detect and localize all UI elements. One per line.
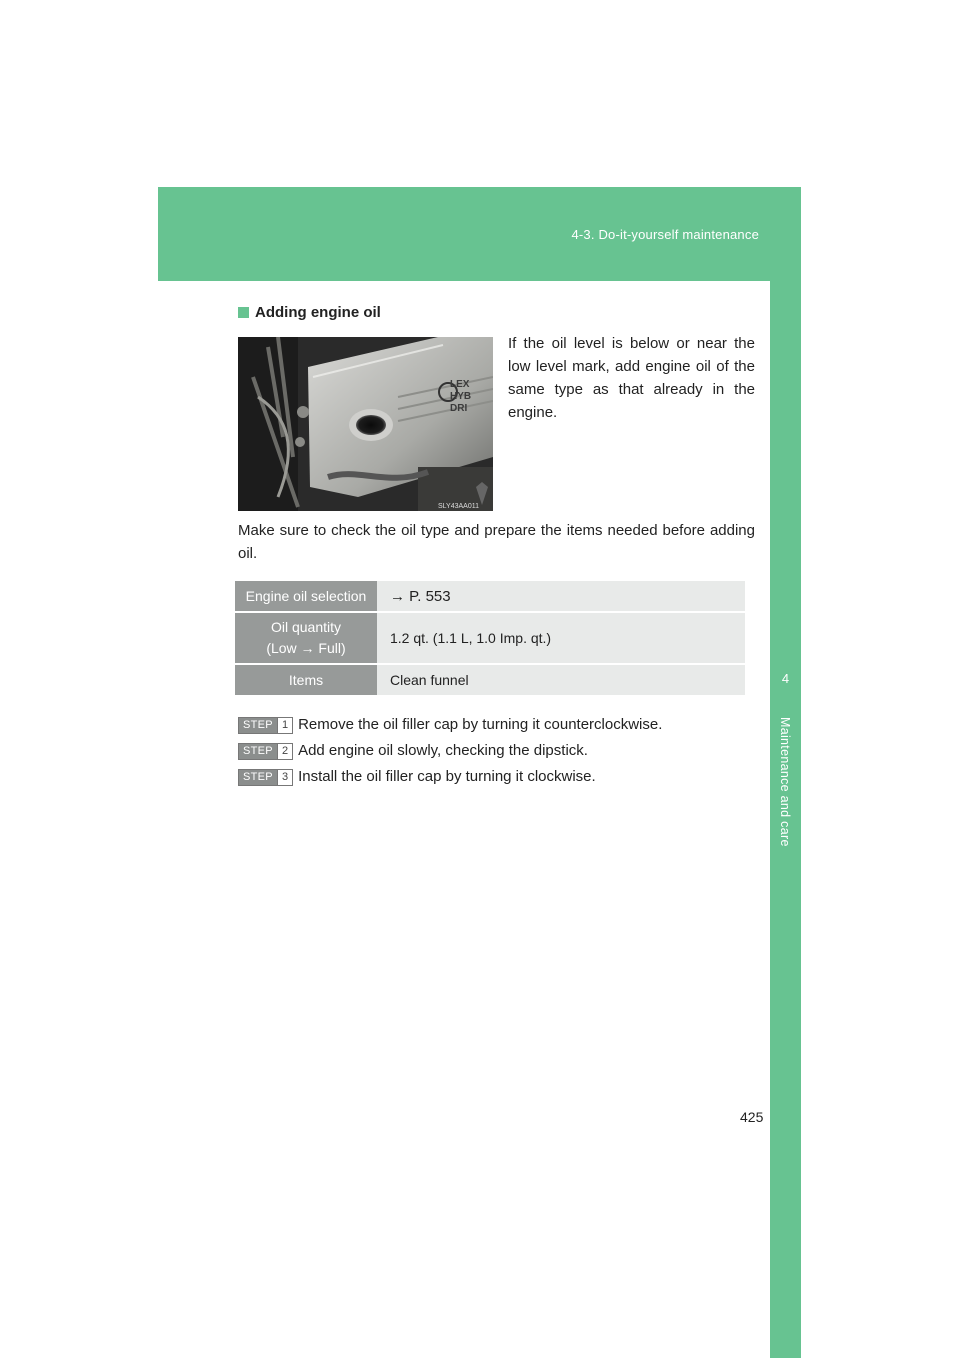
chapter-label: Maintenance and care <box>778 717 792 847</box>
table-label-oil-quantity-line1: Oil quantity <box>270 619 342 635</box>
header-band <box>158 187 801 281</box>
step-badge-word: STEP <box>239 770 277 785</box>
chapter-side-tab <box>770 281 801 1358</box>
table-label-oil-quantity <box>235 612 377 664</box>
square-bullet-icon <box>238 307 249 318</box>
step-badge <box>238 717 293 734</box>
step-text: Install the oil filler cap by turning it clockwise. <box>298 768 596 785</box>
step-badge-word: STEP <box>239 718 277 733</box>
intro-paragraph: If the oil level is below or near the low level mark, add engine oil of the same type as that already in the engine. <box>508 335 755 421</box>
table-value-items: Clean funnel <box>377 664 745 696</box>
table-label-oil-quantity-line2: (Low → Full) <box>266 640 346 656</box>
step-badge <box>238 743 293 760</box>
table-row <box>235 581 745 612</box>
engine-photo <box>238 337 493 511</box>
section-heading-text: Adding engine oil <box>255 304 381 321</box>
step-item <box>238 713 768 739</box>
table-label-items: Items <box>235 664 377 696</box>
table-row <box>235 664 745 696</box>
preparation-paragraph: Make sure to check the oil type and prepare the items needed before adding oil. <box>238 522 755 562</box>
section-heading <box>238 304 381 321</box>
step-list <box>238 713 768 791</box>
engine-cover-logo-line-2: HYB <box>450 391 472 402</box>
photo-code: SLY43AA011 <box>438 503 479 510</box>
step-badge-number: 2 <box>277 744 292 759</box>
spec-table <box>235 581 745 697</box>
step-item <box>238 739 768 765</box>
step-badge <box>238 769 293 786</box>
step-badge-word: STEP <box>239 744 277 759</box>
chapter-number: 4 <box>781 671 790 686</box>
step-item <box>238 765 768 791</box>
step-badge-number: 1 <box>277 718 292 733</box>
table-row <box>235 612 745 664</box>
engine-cover-logo-line-1: LEX <box>450 379 470 390</box>
engine-cover-logo-line-3: DRI <box>450 403 468 414</box>
step-text: Add engine oil slowly, checking the dipstick. <box>298 742 588 759</box>
table-label-oil-selection: Engine oil selection <box>235 581 377 612</box>
page-number: 425 <box>740 1109 764 1125</box>
table-value-oil-quantity: 1.2 qt. (1.1 L, 1.0 Imp. qt.) <box>377 612 745 664</box>
step-text: Remove the oil filler cap by turning it counterclockwise. <box>298 716 663 733</box>
step-badge-number: 3 <box>277 770 292 785</box>
section-title: 4-3. Do-it-yourself maintenance <box>571 227 759 242</box>
table-value-oil-selection: → P. 553 <box>377 581 745 612</box>
